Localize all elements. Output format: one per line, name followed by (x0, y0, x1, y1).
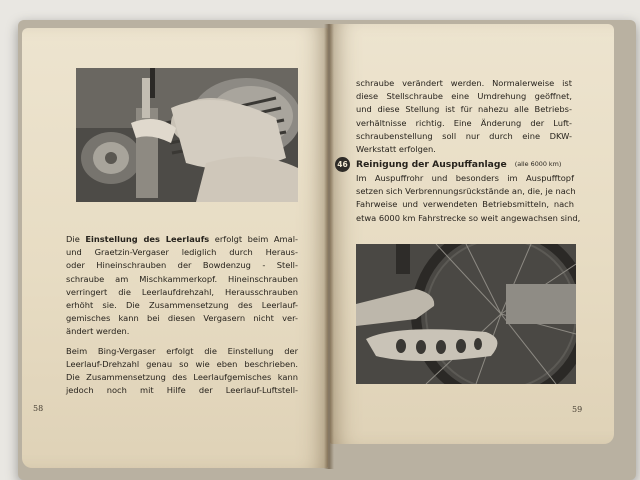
section-interval-note: (alle 6000 km) (514, 160, 562, 168)
text-line: schraubenstellung soll nur durch eine DKW- (356, 130, 572, 141)
text-line: jedoch noch mit Hilfe der Leerlauf-Luftstell- (66, 385, 298, 396)
section-title: Reinigung der Auspuffanlage (356, 158, 507, 170)
page-number-right: 59 (572, 405, 583, 414)
text-line: Im Auspuffrohr und besonders im Auspufftopf (356, 173, 574, 183)
section-heading (335, 156, 561, 172)
book-gutter (324, 24, 334, 469)
text-line: gemisches kann bei diesen Vergasern nicht ver- (66, 313, 298, 324)
text-line: oder Hineinschrauben der Bowdenzug - Stell- (66, 260, 298, 271)
text-line: diese Stellschraube eine Umdrehung geöffnet, (356, 91, 572, 102)
text-line: schraube am Mischkammerkopf. Hineinschrauben (66, 273, 298, 284)
text-line: etwa 6000 km Fahrstrecke so weit angewachsen sind, (356, 212, 581, 223)
text-line: erhöht sie. Die Zusammensetzung des Leerlauf- (66, 300, 298, 311)
text-line: Werkstatt erfolgen. (356, 144, 436, 155)
text-line: Leerlauf-Drehzahl genau so wie eben beschrieben. (66, 358, 298, 369)
text-line: verhältnisse richtig. Eine Änderung der Luft- (356, 117, 572, 128)
emphasis-title: Einstellung des Leerlaufs (85, 234, 210, 244)
text-line: und Graetzin-Vergaser lediglich durch Heraus- (66, 247, 298, 258)
text-line: Die Zusammensetzung des Leerlaufgemisches kann (66, 372, 298, 383)
exhaust-cleaning-text (356, 172, 581, 225)
text-line: verringert die Leerlaufdrehzahl, Herausschrauben (66, 286, 298, 297)
idle-adjustment-text (66, 233, 298, 397)
text-line: Beim Bing-Vergaser erfolgt die Einstellung der (66, 345, 298, 356)
page-number-left: 58 (33, 404, 44, 413)
text-line: schraube verändert werden. Normalerweise ist (356, 78, 572, 88)
text-line: ändert werden. (66, 326, 130, 337)
text-line: und diese Stellung ist für nahezu alle Betriebs- (356, 104, 572, 115)
continuation-text (356, 77, 572, 156)
text-line: Fahrweise und verwendeten Betriebsmitteln, nach (356, 199, 574, 210)
text-line: Die Einstellung des Leerlaufs erfolgt beim Amal- (66, 234, 299, 244)
text-line: setzen sich Verbrennungsrückstände an, die, je nach (356, 186, 576, 197)
exhaust-photo (356, 244, 576, 384)
carburetor-photo (76, 68, 298, 202)
section-number-badge: 46 (335, 157, 350, 172)
